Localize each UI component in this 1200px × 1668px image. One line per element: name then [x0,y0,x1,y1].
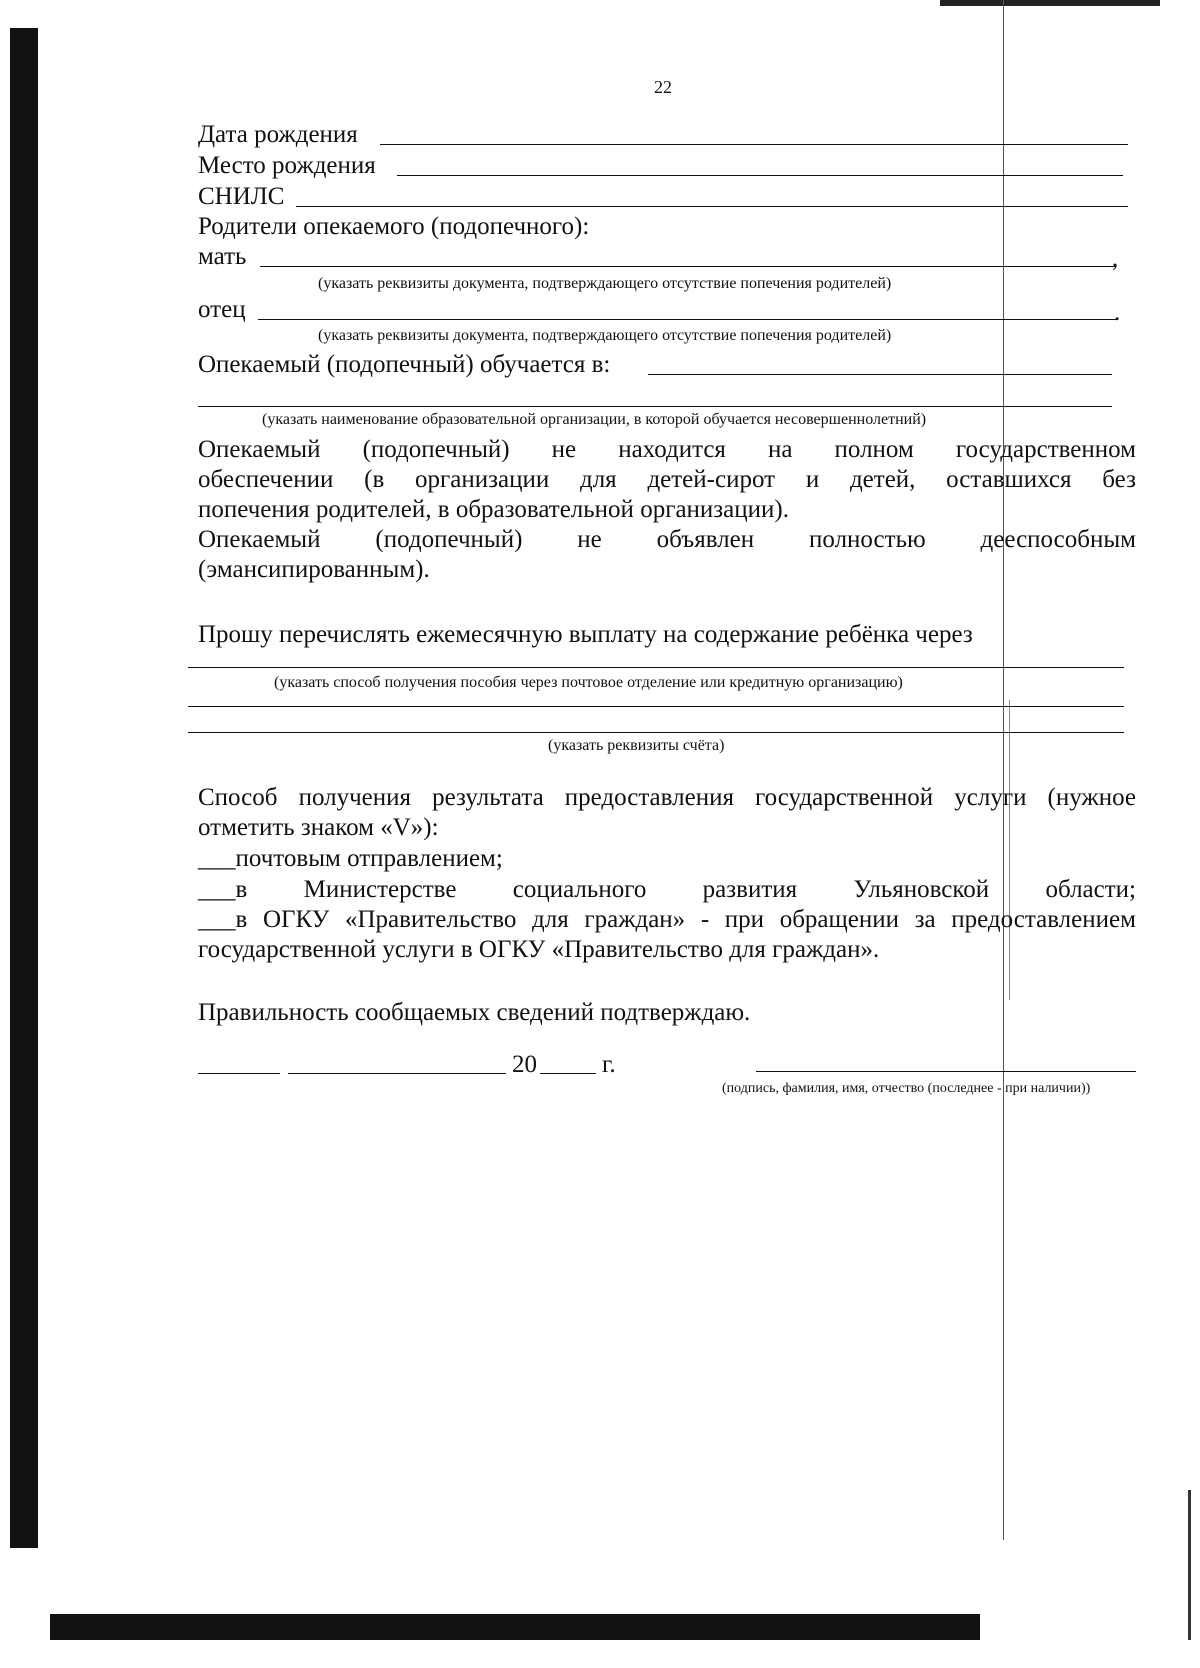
page-number: 22 [654,77,672,97]
scan-fold-line [1003,0,1004,1540]
education-field-1[interactable] [648,374,1112,375]
delivery-option-ogku-line2: государственной услуги в ОГКУ «Правительство для граждан». [198,936,880,963]
date-year-prefix: 20 [512,1051,537,1078]
scan-edge-bottom [50,1614,980,1640]
mother-note: (указать реквизиты документа, подтверждающего отсутствие попечения родителей) [318,275,892,292]
birth-date-field[interactable] [380,144,1128,145]
date-year-field[interactable] [540,1073,596,1074]
education-label: Опекаемый (подопечный) обучается в: [198,351,611,378]
scan-edge-left [10,28,38,1548]
date-year-suffix: г. [602,1051,616,1078]
mother-line-end: , [1112,245,1119,272]
account-field-1[interactable] [188,706,1124,707]
payment-method-field[interactable] [188,667,1124,668]
scan-edge-top [940,0,1160,6]
mother-label: мать [198,243,247,270]
delivery-option-ogku[interactable]: ___в ОГКУ «Правительство для граждан» - при обращении за предоставлением [198,906,1136,933]
statement1-line3: попечения родителей, в образовательной организации). [198,496,789,523]
payment-method-note: (указать способ получения пособия через почтовое отделение или кредитную организацию) [274,674,903,691]
snils-field[interactable] [296,206,1128,207]
payment-request: Прошу перечислять ежемесячную выплату на содержание ребёнка через [198,621,973,648]
mother-field[interactable] [260,266,1116,267]
account-note: (указать реквизиты счёта) [548,737,725,754]
signature-field[interactable] [756,1071,1136,1072]
father-label: отец [198,296,246,323]
education-field-2[interactable] [198,406,1112,407]
date-month-field[interactable] [288,1073,506,1074]
education-note: (указать наименование образовательной организации, в которой обучается несовершеннолетний) [262,411,927,428]
birth-place-label: Место рождения [198,152,376,179]
statement1-line1: Опекаемый (подопечный) не находится на полном государственном [198,436,1136,463]
delivery-option-post[interactable]: ___почтовым отправлением; [198,845,503,872]
statement2-line2: (эмансипированным). [198,556,430,583]
father-field[interactable] [258,319,1116,320]
scan-edge-right [1188,1490,1191,1640]
father-note: (указать реквизиты документа, подтверждающего отсутствие попечения родителей) [318,327,892,344]
birth-place-field[interactable] [397,175,1123,176]
delivery-line2: отметить знаком «V»): [198,814,439,841]
scan-fold-line-secondary [1009,700,1010,1000]
signature-note: (подпись, фамилия, имя, отчество (последнее - при наличии)) [722,1081,1091,1096]
confirmation-text: Правильность сообщаемых сведений подтверждаю. [198,999,751,1026]
statement2-line1: Опекаемый (подопечный) не объявлен полностью дееспособным [198,526,1136,553]
delivery-option-ministry[interactable]: ___в Министерстве социального развития Ульяновской области; [198,876,1136,903]
account-field-2[interactable] [188,732,1124,733]
date-day-field[interactable] [198,1073,280,1074]
father-line-end: . [1114,299,1121,326]
parents-heading: Родители опекаемого (подопечного): [198,213,590,240]
statement1-line2: обеспечении (в организации для детей-сирот и детей, оставшихся без [198,466,1136,493]
delivery-line1: Способ получения результата предоставления государственной услуги (нужное [198,784,1136,811]
birth-date-label: Дата рождения [198,121,358,148]
snils-label: СНИЛС [198,183,285,210]
